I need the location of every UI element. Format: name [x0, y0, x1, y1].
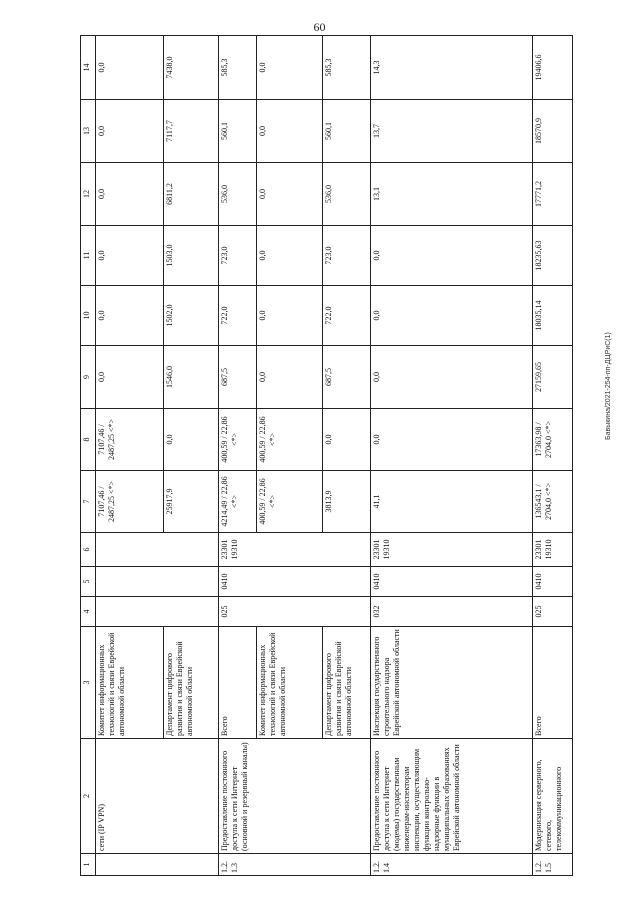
value-cell: 0,0: [96, 346, 164, 409]
code-cell: [96, 567, 219, 597]
header-cell: 5: [81, 567, 96, 597]
value-cell: 0,0: [371, 346, 533, 409]
value-cell: 722,0: [323, 286, 371, 346]
executor-cell: Инспекция государственного строительного надзора Еврейской автономной области: [371, 627, 533, 739]
value-cell: 1503,0: [164, 226, 219, 286]
value-cell: 0,0: [371, 286, 533, 346]
code-cell: 0410: [533, 567, 573, 597]
header-cell: 7: [81, 471, 96, 533]
code-cell: [96, 597, 219, 627]
executor-cell: Департамент цифрового развития и связи Еврейской автономной области: [164, 627, 219, 739]
value-cell: 14,3: [371, 36, 533, 100]
header-cell: 6: [81, 533, 96, 567]
value-cell: 19406,6: [533, 36, 573, 100]
code-cell: 23301 19310: [533, 533, 573, 567]
code-cell: [96, 533, 219, 567]
executor-cell: Комитет информационных технологий и связи Еврейской автономной области: [257, 627, 323, 739]
header-cell: 13: [81, 100, 96, 163]
value-cell: 400,59 / 22,86 <*>: [219, 409, 257, 471]
table-row: [533, 36, 573, 876]
value-cell: 0,0: [371, 226, 533, 286]
value-cell: 17771,2: [533, 163, 573, 226]
row-number-cell: 1.2. 1.5: [533, 854, 573, 876]
value-cell: 0,0: [96, 36, 164, 100]
header-cell: 8: [81, 409, 96, 471]
value-cell: 1546,0: [164, 346, 219, 409]
value-cell: 27159,65: [533, 346, 573, 409]
value-cell: 723,0: [323, 226, 371, 286]
header-cell: 11: [81, 226, 96, 286]
value-cell: 0,0: [96, 100, 164, 163]
code-cell: 025: [219, 597, 371, 627]
value-cell: 0,0: [371, 409, 533, 471]
value-cell: 0,0: [257, 346, 323, 409]
header-cell: 9: [81, 346, 96, 409]
code-cell: 025: [533, 597, 573, 627]
code-cell: 0410: [219, 567, 371, 597]
page-number: 60: [313, 20, 326, 34]
value-cell: 3813,9: [323, 471, 371, 533]
value-cell: 0,0: [96, 226, 164, 286]
value-cell: 722,0: [219, 286, 257, 346]
value-cell: 13,1: [371, 163, 533, 226]
executor-cell: Всего: [219, 627, 257, 739]
code-cell: 23301 19310: [371, 533, 533, 567]
value-cell: 17363,98 / 2704,0 <*>: [533, 409, 573, 471]
value-cell: 25917,9: [164, 471, 219, 533]
executor-cell: Департамент цифрового развития и связи Еврейской автономной области: [323, 627, 371, 739]
value-cell: 7438,0: [164, 36, 219, 100]
value-cell: 4214,49 / 22,86 <*>: [219, 471, 257, 533]
footer-code-text: Бавыкина/2021-254-пп-ДЦРиС(1): [605, 332, 612, 440]
header-cell: 2: [81, 739, 96, 854]
value-cell: 0,0: [257, 100, 323, 163]
value-cell: 585,3: [323, 36, 371, 100]
value-cell: 0,0: [323, 409, 371, 471]
value-cell: 0,0: [257, 286, 323, 346]
value-cell: 723,0: [219, 226, 257, 286]
header-cell: 3: [81, 627, 96, 739]
value-cell: 400,59 / 22,86 <*>: [257, 409, 323, 471]
activity-name-cell: Модернизация серверного, сетевого, телекоммуникационного: [533, 739, 573, 854]
value-cell: 687,5: [219, 346, 257, 409]
value-cell: 18570,9: [533, 100, 573, 163]
value-cell: 400,59 / 22,86 <*>: [257, 471, 323, 533]
table-stage: [80, 36, 563, 876]
row-number-cell: 1.2. 1.3: [219, 854, 371, 876]
table-row: [219, 36, 257, 876]
value-cell: 0,0: [257, 36, 323, 100]
executor-cell: Комитет информационных технологий и связи Еврейской автономной области: [96, 627, 164, 739]
value-cell: 0,0: [257, 163, 323, 226]
value-cell: 560,1: [219, 100, 257, 163]
value-cell: 0,0: [96, 286, 164, 346]
value-cell: 536,0: [323, 163, 371, 226]
code-cell: 0410: [371, 567, 533, 597]
header-cell: 4: [81, 597, 96, 627]
code-cell: 032: [371, 597, 533, 627]
header-cell: 10: [81, 286, 96, 346]
value-cell: 1502,0: [164, 286, 219, 346]
header-cell: 1: [81, 854, 96, 876]
value-cell: 41,1: [371, 471, 533, 533]
value-cell: 6811,2: [164, 163, 219, 226]
header-cell: 14: [81, 36, 96, 100]
value-cell: 136543,1 / 2704,0 <*>: [533, 471, 573, 533]
header-cell: 12: [81, 163, 96, 226]
executor-cell: Всего: [533, 627, 573, 739]
value-cell: 7107,46 / 2487,25 <*>: [96, 409, 164, 471]
code-cell: 23301 19310: [219, 533, 371, 567]
row-number-cell: [96, 854, 219, 876]
value-cell: 560,1: [323, 100, 371, 163]
table-row: [371, 36, 533, 876]
value-cell: 0,0: [96, 163, 164, 226]
value-cell: 536,0: [219, 163, 257, 226]
rotated-table-wrapper: [80, 36, 563, 876]
value-cell: 18035,14: [533, 286, 573, 346]
value-cell: 0,0: [257, 226, 323, 286]
value-cell: 687,5: [323, 346, 371, 409]
row-number-cell: 1.2. 1.4: [371, 854, 533, 876]
table-row: [96, 36, 164, 876]
activity-name-cell: сети (IP VPN): [96, 739, 219, 854]
activity-name-cell: Предоставление постоянного доступа к сети Интернет (основной и резервный каналы): [219, 739, 371, 854]
value-cell: 7117,7: [164, 100, 219, 163]
value-cell: 585,3: [219, 36, 257, 100]
value-cell: 7107,46 / 2487,25 <*>: [96, 471, 164, 533]
header-row: [81, 36, 96, 876]
value-cell: 13,7: [371, 100, 533, 163]
value-cell: 18235,63: [533, 226, 573, 286]
value-cell: 0,0: [164, 409, 219, 471]
activity-name-cell: Предоставление постоянного доступа к сети Интернет (модемы) государственным инженерам-инспекторам инспекции, осуществляющим функции контрольно-надзорные функции в муниципальных образованиях Еврейской автономной области: [371, 739, 533, 854]
budget-table: [80, 35, 573, 876]
